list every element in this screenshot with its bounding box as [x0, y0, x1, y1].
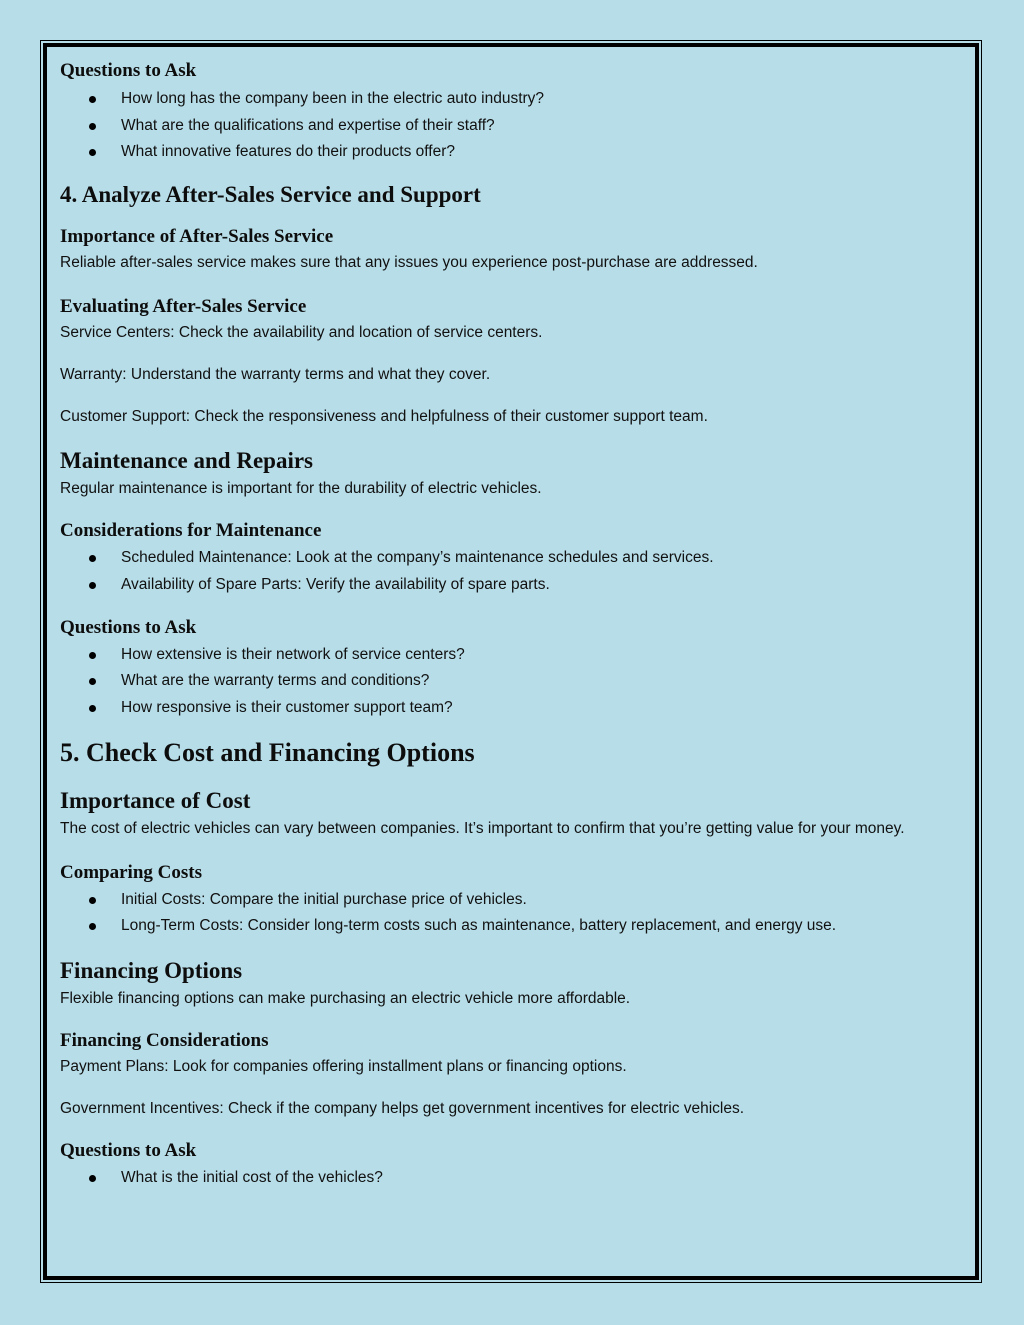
bullet-icon: [89, 149, 96, 156]
customer-support-text: Customer Support: Check the responsiveness and helpfulness of their customer support team.: [60, 408, 708, 426]
list-item: How responsive is their customer support team?: [60, 695, 963, 722]
list-item: What are the qualifications and expertise of their staff?: [60, 113, 963, 140]
bullet-icon: [89, 705, 96, 712]
section4-importance-text: Reliable after-sales service makes sure that any issues you experience post-purchase are addressed.: [60, 254, 758, 272]
financing-text: Flexible financing options can make purchasing an electric vehicle more affordable.: [60, 990, 631, 1008]
comparing-costs-heading: Comparing Costs: [60, 861, 202, 883]
section4-title: 4. Analyze After-Sales Service and Support: [60, 182, 481, 208]
list-item: What is the initial cost of the vehicles?: [60, 1165, 963, 1192]
service-centers-text: Service Centers: Check the availability and location of service centers.: [60, 324, 543, 342]
comparing-costs-list: [60, 887, 963, 940]
list-item: Initial Costs: Compare the initial purchase price of vehicles.: [60, 887, 963, 914]
bullet-icon: [89, 96, 96, 103]
cost-importance-text: The cost of electric vehicles can vary between companies. It’s important to confirm that you’re getting value for your money.: [60, 819, 905, 837]
list-item: What are the warranty terms and conditions?: [60, 668, 963, 695]
maintenance-heading: Maintenance and Repairs: [60, 448, 313, 474]
considerations-list: [60, 545, 963, 598]
bullet-icon: [89, 678, 96, 685]
list-item: Scheduled Maintenance: Look at the company’s maintenance schedules and services.: [60, 545, 963, 572]
cost-importance-heading: Importance of Cost: [60, 787, 251, 813]
list-item: How extensive is their network of service centers?: [60, 642, 963, 669]
considerations-heading: Considerations for Maintenance: [60, 520, 322, 542]
section5-title: 5. Check Cost and Financing Options: [60, 737, 475, 767]
list-item: How long has the company been in the electric auto industry?: [60, 86, 963, 113]
financing-considerations-heading: Financing Considerations: [60, 1030, 269, 1052]
bullet-icon: [89, 652, 96, 659]
document-content: [60, 58, 963, 1192]
bullet-icon: [89, 923, 96, 930]
maintenance-text: Regular maintenance is important for the durability of electric vehicles.: [60, 480, 542, 498]
list-item: Long-Term Costs: Consider long-term costs such as maintenance, battery replacement, and energy use.: [60, 913, 963, 940]
section4-evaluating-heading: Evaluating After-Sales Service: [60, 296, 307, 318]
bullet-icon: [89, 582, 96, 589]
section4-questions-list: [60, 642, 963, 722]
section4-importance-heading: Importance of After-Sales Service: [60, 226, 334, 248]
section5-questions-list: [60, 1165, 963, 1192]
bullet-icon: [89, 555, 96, 562]
bullet-icon: [89, 897, 96, 904]
financing-heading: Financing Options: [60, 958, 243, 984]
list-item: Availability of Spare Parts: Verify the availability of spare parts.: [60, 572, 963, 599]
section5-questions-heading: Questions to Ask: [60, 1140, 197, 1162]
bullet-icon: [89, 1175, 96, 1182]
list-item: What innovative features do their products offer?: [60, 139, 963, 166]
warranty-text: Warranty: Understand the warranty terms and what they cover.: [60, 366, 491, 384]
payment-plans-text: Payment Plans: Look for companies offering installment plans or financing options.: [60, 1058, 627, 1076]
incentives-text: Government Incentives: Check if the company helps get government incentives for electric vehicles.: [60, 1100, 745, 1118]
q1-heading: Questions to Ask: [60, 60, 197, 81]
bullet-icon: [89, 123, 96, 130]
q1-list: [60, 86, 963, 166]
section4-questions-heading: Questions to Ask: [60, 616, 197, 638]
